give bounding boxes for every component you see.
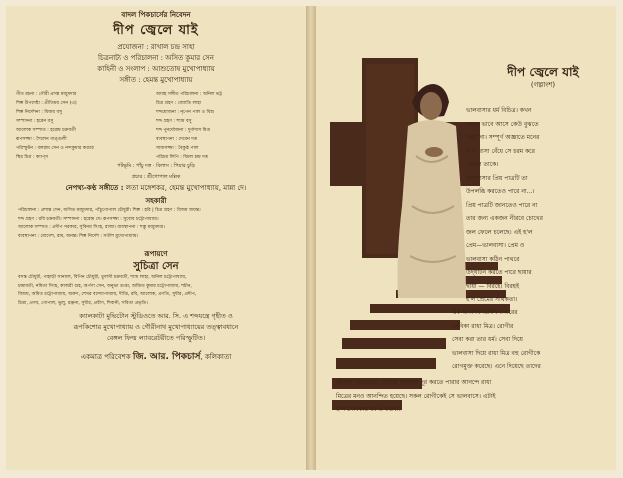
crew-credit: ব্যবস্থাপনা : দেবেন দত্ত xyxy=(156,137,198,142)
story-line: মিত্রের মনও আনন্দিত হয়েছে। সকল রোগীকেই সে ভালবাসে। এটাই xyxy=(336,392,496,400)
story-line: ভালবাসার ধর্ম বিচিত্র। কখন xyxy=(466,107,532,114)
promotion-credit: প্রচার : শ্রীগোপাল মল্লিক xyxy=(131,174,181,180)
story-line: ভালবাসা দিয়ে রাধা মিত্র বহু রোগীকে xyxy=(452,349,541,357)
story-line: তার জন্য একজন নীরবে চোখের xyxy=(466,215,543,222)
assistants-line: আলোক সম্পাত : প্রদীপ সরকার, সুবিনয় সিংহ, রাজা। ব্যবস্থাপনা : শম্ভু মজুমদার। xyxy=(18,225,165,230)
credit-story: কাহিনী ও সংলাপ : আশুতোষ মুখোপাধ্যায় xyxy=(97,65,215,73)
story-line: এক মানসিক চিকিৎসাগারের xyxy=(452,309,518,316)
credit-producer: প্রযোজনা : রাখাল চন্দ্র সাহা xyxy=(117,43,195,51)
story-line: হ'ল সেবিকার ধর্ম ও কর্তব্য। xyxy=(336,406,401,413)
cast-line: চিত্রা, প্রণব, গোপাল, ভুলু, রঞ্জনা, সুধীর, প্রবীণ, শিবানী, সবিতা প্রভৃতি। xyxy=(18,300,148,306)
cast-line: চন্দ্রাবতী, নমিতা সিংহ, কাজরী গুহ, অর্পণা সেন, অনুভা গুপ্তা, অজিত কুমার চট্টোপাধ্যায়, শচীন, xyxy=(18,283,192,289)
left-page xyxy=(6,6,306,470)
story-line: তোলে তাকে। xyxy=(466,161,499,168)
story-line: মধ্যে বাসা বেঁধে সে চরম করে xyxy=(466,147,535,155)
distributor-city: কলিকাতা xyxy=(204,353,232,361)
story-line: উদ্‌ঘাটন করতে পারে ছায়ার xyxy=(466,269,532,276)
distributor-label: একমাত্র পরিবেশক xyxy=(80,353,131,361)
playback-credit xyxy=(6,182,306,194)
story-line: উপলব্ধি করতেও পারে না...। xyxy=(466,188,535,195)
distributor-line: একমাত্র পরিবেশক জি. আর. পিকচার্স, কলিকাতা xyxy=(80,352,232,362)
assistants-line: শব্দ গ্রহণ : রবি চক্রবর্তী। সম্পাদনা : হরেন্দ্র দে। রূপসজ্জা : সুবোধ চট্টোপাধ্যায়। xyxy=(18,216,159,222)
film-title: দীপ জ্বেলে যাই xyxy=(113,23,199,38)
book-gutter xyxy=(306,6,316,470)
story-line: হ'ল প্রেমের সার্থকতা। xyxy=(466,296,518,303)
cast-line: বিজয়, অমিত চট্টোপাধ্যায়, অরুণ, শেখর বন্দ্যোপাধ্যায়, দীপ্তি, রবি, আলোক, প্রণতি, সুধীর, প্রদীপ, xyxy=(18,292,197,297)
crew-credit: শব্দযোজনা : নৃপেন পাল ও বিশু xyxy=(156,110,215,115)
assistants-text xyxy=(6,207,306,241)
story-header xyxy=(476,64,610,91)
studio-line: রূপকিশোর মুখোপাধ্যায় ও গৌরীনাথ মুখোপাধ্যায়ের তত্ত্বাবধানে xyxy=(73,323,239,331)
credit-director: চিত্রনাট্য ও পরিচালনা : অসিত কুমার সেন xyxy=(98,54,214,62)
story-line: ভালবাসা কঠিন পাথরে xyxy=(466,255,520,263)
crew-credit: স্থির চিত্র : ক্যাপ্‌স xyxy=(16,155,49,160)
story-line: ছায়া — বিরহে। বিরহই xyxy=(466,282,520,290)
bottom-credits-row: পটভূমি : পাঁচু দত্ত · বিলাস : পিয়ার চুড়ি xyxy=(117,163,195,169)
crew-credit: শিল্প নির্দেশনা : বিজয় বসু xyxy=(16,110,63,115)
story-title: দীপ জ্বেলে যাই xyxy=(507,65,579,79)
story-text-middle xyxy=(452,306,612,374)
right-page xyxy=(316,6,616,470)
story-line: জীবনে নবপ্রভাত। রোগের অন্ধকার দূর করতে পারার আনন্দে রাধা xyxy=(336,379,492,386)
lead-actress: সুচিত্রা সেন xyxy=(133,261,179,272)
cast-heading: রূপায়ণে xyxy=(144,250,168,258)
studio-notes xyxy=(6,311,306,344)
assistants-line: ব্যবস্থাপনা : যোগেশ, রাম, অনন্ত। শিল্প নির্দেশ : সতীশ মুখোপাধ্যায়। xyxy=(18,233,139,239)
crew-credit: শব্দ পুনর্যোজনা : দুর্গাদাস মিত্র xyxy=(156,128,210,133)
crew-credit: চিত্র গ্রহণ : জ্যোতি লাহা xyxy=(156,101,202,106)
presenter-line: বাদল পিকচার্সের নিবেদন xyxy=(121,11,191,19)
story-line: ভালবাসার প্রিয় পাত্রটি তা xyxy=(466,174,528,182)
playback-heading: নেপথ্য-কণ্ঠ সঙ্গীতে : xyxy=(65,184,124,192)
assistants-heading: সহকারী xyxy=(145,197,167,205)
story-line: প্রিয় পাত্রটি জানতেও পারে না xyxy=(466,201,538,209)
studio-line: বেঙ্গল ফিল্ম ল্যাবরেটরীতে পরিস্ফুটিত। xyxy=(106,334,206,342)
crew-credit: সাজসজ্জা : বৈকুণ্ঠ পাল xyxy=(156,146,199,151)
story-text-lower xyxy=(336,376,612,417)
playback-singers: লতা মঙ্গেশকর, হেমন্ত মুখোপাধ্যায়, মান্না দে। xyxy=(125,184,247,192)
cast-line: বসন্ত চৌধুরী, পাহাড়ী সান্যাল, বিপিন চৌধুরী, তুলসী চক্রবর্তী, শ্যাম লাহা, অনিল চট্টোপাধ্যায়, xyxy=(18,275,187,280)
crew-credit: আলোক সম্পাত : হরেন্দ্র চক্রবর্তী xyxy=(16,128,76,133)
story-line: জল ফেলে চলেছে। এই হ'ল xyxy=(466,228,533,236)
crew-credit: গীত রচনা : গৌরী প্রসন্ন মজুমদার xyxy=(16,92,77,97)
credit-music: সঙ্গীত : হেমন্ত মুখোপাধ্যায় xyxy=(119,76,193,84)
crew-credit: পরিচয় লিপি : বিমল চন্দ্র দত্ত xyxy=(156,155,208,160)
crew-credit: শিল্প উপদেষ্টা : প্রীতিময় সেন (এ) xyxy=(16,101,77,106)
story-line: প্রেম—ভালবাসা। প্রেম ও xyxy=(466,242,525,249)
crew-credit: আবহ সঙ্গীত পরিচালনা : অনিল ভট্ট xyxy=(156,92,223,97)
crew-credit: সম্পাদনা : হরেন বসু xyxy=(16,119,54,124)
crew-credit: পরিস্ফুটন : বলরাম সেন ও নন্দকুমার কণ্ডার xyxy=(16,146,94,151)
story-line: কেমন ভাবে আসে কেউ বুঝতে xyxy=(466,120,539,128)
crew-credits xyxy=(6,90,306,162)
crew-credit: শব্দ গ্রহণ : শ্যাম বসু xyxy=(156,119,192,124)
story-line: পারে না। সম্পূর্ণ অজ্ঞাতে মনের xyxy=(466,134,540,141)
story-text-upper xyxy=(466,104,612,307)
crew-left-column xyxy=(16,90,156,162)
studio-line: ক্যালকাটা মুভিটোন স্টুডিওতে আর. সি. এ শব্দযন্ত্রে গৃহীত ও xyxy=(79,312,233,320)
assistants-line: পরিচালনা : প্রশান্ত সেন, অসিত মজুমদার, পাঁচুগোপাল চৌধুরী। শিল্প : হরি | চিত্র গ্রহণ : বিজয় জয়ন্ত। xyxy=(18,208,201,213)
distributor-name: জি. আর. পিকচার্স xyxy=(132,352,201,362)
story-line: রোগমুক্ত করেছে। এনে দিয়েছে তাদের xyxy=(452,363,541,370)
cast-text xyxy=(6,274,306,308)
story-subtitle: (গল্পাংশ) xyxy=(530,81,556,89)
crew-credit: রূপসজ্জা : শৈলেন গাঙ্গুলী xyxy=(16,137,67,142)
story-line: সেবা করা তার ধর্ম। সেবা দিয়ে xyxy=(452,336,523,343)
crew-right-column xyxy=(156,90,296,162)
story-line: সেবিকা রাধা মিত্র। রোগীর xyxy=(452,322,514,330)
